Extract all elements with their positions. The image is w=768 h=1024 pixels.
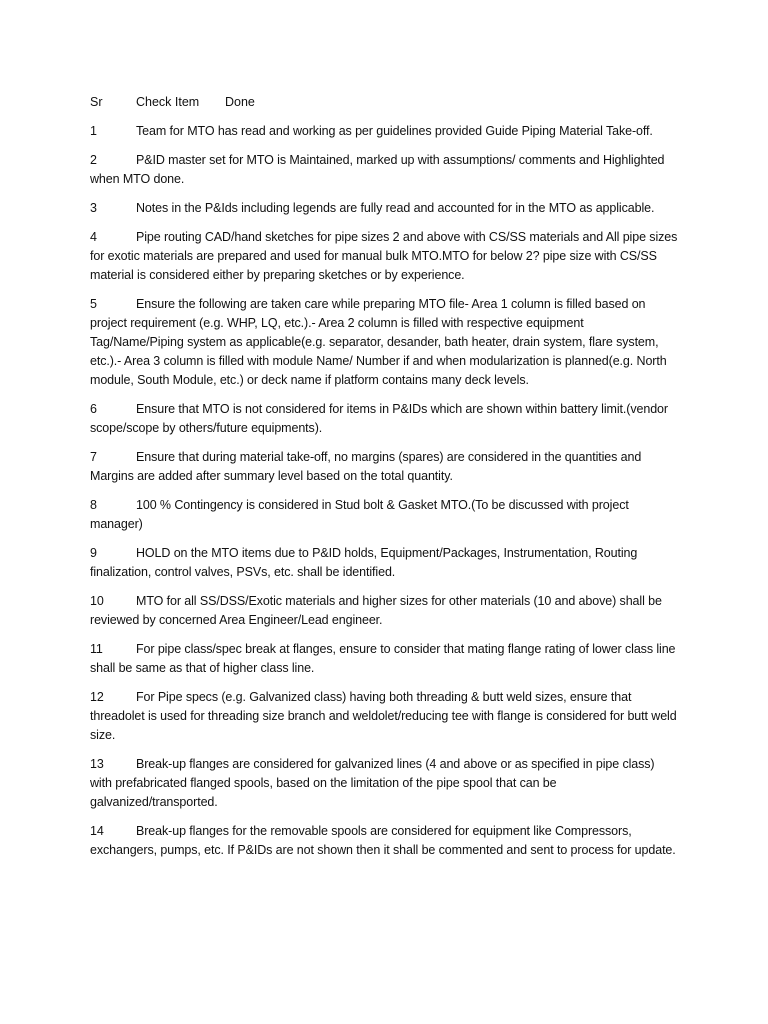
table-header [90,93,255,111]
item-text: Ensure that during material take-off, no margins (spares) are considered in the quantities and Margins are added after summary level based on the total quantity. [90,450,642,483]
item-number: 12 [90,690,104,704]
checklist-item [90,122,678,141]
checklist-item [90,151,678,189]
checklist-item [90,496,678,534]
item-text: Ensure the following are taken care while preparing MTO file- Area 1 column is filled based on project requirement (e.g. WHP, LQ, etc.).- Area 2 column is filled with respective equipment Tag/Name/Piping system as applicable(e.g. separator, desander, bath heater, drain system, flare system, etc.).- Area 3 column is filled with module Name/ Number if and when modularization is planned(e.g. North module, South Module, etc.) or deck name if platform contains many deck levels. [90,297,667,387]
checklist-item [90,448,678,486]
checklist-item [90,228,678,285]
checklist-item [90,592,678,630]
item-text: For Pipe specs (e.g. Galvanized class) having both threading & butt weld sizes, ensure that threadolet is used for threading size branch and weldolet/reducing tee with flange is considered for butt weld size. [90,690,677,742]
header-done: Done [225,95,255,109]
item-number: 11 [90,642,103,656]
item-text: Notes in the P&Ids including legends are fully read and accounted for in the MTO as applicable. [136,201,655,215]
item-number: 13 [90,757,104,771]
item-text: MTO for all SS/DSS/Exotic materials and higher sizes for other materials (10 and above) shall be reviewed by concerned Area Engineer/Lead engineer. [90,594,662,627]
item-number: 5 [90,297,97,311]
checklist-item [90,688,678,745]
item-number: 8 [90,498,97,512]
checklist [90,122,678,870]
item-text: Team for MTO has read and working as per guidelines provided Guide Piping Material Take-off. [136,124,653,138]
checklist-item [90,199,678,218]
item-text: HOLD on the MTO items due to P&ID holds, Equipment/Packages, Instrumentation, Routing finalization, control valves, PSVs, etc. shall be identified. [90,546,638,579]
checklist-item [90,755,678,812]
item-text: Break-up flanges for the removable spools are considered for equipment like Compressors, exchangers, pumps, etc. If P&IDs are not shown then it shall be commented and sent to process for update. [90,824,676,857]
item-number: 1 [90,124,97,138]
checklist-item [90,544,678,582]
item-number: 3 [90,201,97,215]
checklist-item [90,295,678,390]
item-number: 7 [90,450,97,464]
checklist-item [90,640,678,678]
item-text: 100 % Contingency is considered in Stud bolt & Gasket MTO.(To be discussed with project manager) [90,498,629,531]
item-text: Break-up flanges are considered for galvanized lines (4 and above or as specified in pipe class) with prefabricated flanged spools, based on the limitation of the pipe spool that can be galvanized/transported. [90,757,655,809]
item-number: 2 [90,153,97,167]
item-text: Pipe routing CAD/hand sketches for pipe sizes 2 and above with CS/SS materials and All pipe sizes for exotic materials are prepared and used for manual bulk MTO.MTO for below 2? pipe size with CS/SS material is considered either by preparing sketches or by experience. [90,230,678,282]
item-number: 10 [90,594,104,608]
item-number: 4 [90,230,97,244]
item-number: 9 [90,546,97,560]
item-text: Ensure that MTO is not considered for items in P&IDs which are shown within battery limit.(vendor scope/scope by others/future equipments). [90,402,668,435]
item-text: P&ID master set for MTO is Maintained, marked up with assumptions/ comments and Highlighted when MTO done. [90,153,665,186]
item-number: 6 [90,402,97,416]
item-number: 14 [90,824,104,838]
item-text: For pipe class/spec break at flanges, ensure to consider that mating flange rating of lower class line shall be same as that of higher class line. [90,642,676,675]
header-check-item: Check Item [136,95,200,109]
checklist-item [90,400,678,438]
checklist-item [90,822,678,860]
header-sr: Sr [90,95,103,109]
